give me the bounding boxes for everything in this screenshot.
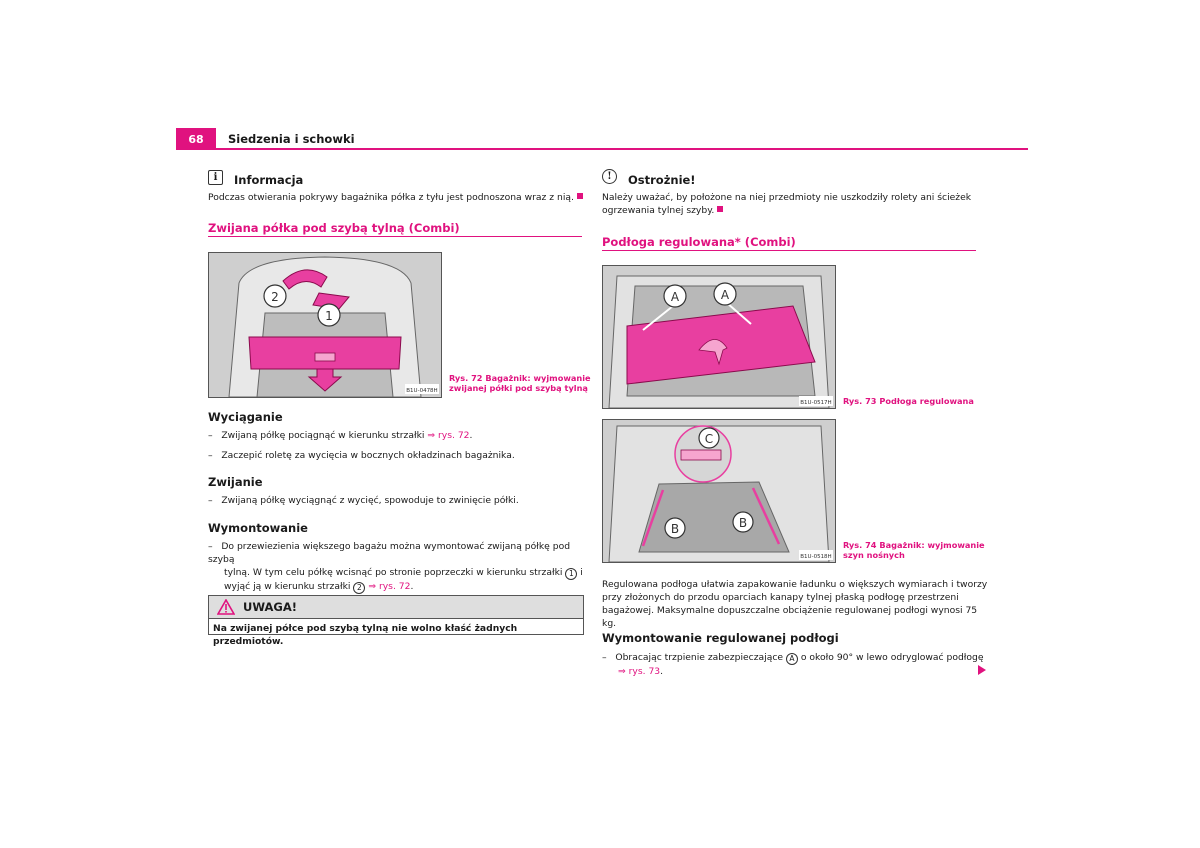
caution-icon: ! bbox=[602, 169, 617, 184]
figure-73-caption: Rys. 73 Podłoga regulowana bbox=[843, 396, 974, 406]
figure-link[interactable]: ⇒ rys. 72 bbox=[427, 430, 470, 441]
list-item: – Zwijaną półkę wyciągnąć z wycięć, spowoduje to zwinięcie półki. bbox=[208, 495, 519, 506]
callout-a: A bbox=[720, 288, 730, 302]
figure-link[interactable]: ⇒ rys. 73 bbox=[618, 666, 661, 677]
figure-link[interactable]: ⇒ rys. 72 bbox=[368, 581, 411, 592]
callout-ref-1: 1 bbox=[565, 568, 577, 580]
subhead-wymontowanie: Wymontowanie bbox=[208, 521, 308, 535]
caution-text: Należy uważać, by położone na niej przedmioty nie uszkodziły rolety ani ścieżek ogrzewania tylnej szyby. bbox=[602, 192, 972, 216]
callout-a: A bbox=[670, 290, 680, 304]
adjustable-floor-illustration bbox=[603, 266, 835, 408]
figure-73 bbox=[602, 265, 836, 409]
header-rule bbox=[176, 148, 1028, 150]
subhead-wymontowanie-podlogi: Wymontowanie regulowanej podłogi bbox=[602, 631, 839, 645]
callout-2: 2 bbox=[271, 290, 279, 304]
subhead-wyciaganie: Wyciąganie bbox=[208, 410, 283, 424]
figure-74 bbox=[602, 419, 836, 563]
section-rule bbox=[208, 236, 582, 237]
info-text: Podczas otwierania pokrywy bagażnika półka z tyłu jest podnoszona wraz z nią. bbox=[208, 191, 588, 204]
figure-code: B1U-0517H bbox=[800, 400, 832, 406]
figure-code: B1U-0478H bbox=[406, 388, 438, 394]
info-icon: i bbox=[208, 170, 223, 185]
floor-rails-illustration bbox=[603, 420, 835, 562]
subhead-zwijanie: Zwijanie bbox=[208, 475, 263, 489]
callout-b: B bbox=[738, 516, 748, 530]
list-item: – Do przewiezienia większego bagażu można wymontować zwijaną półkę pod szybą tylną. W tym celu półkę wcisnąć po stronie poprzeczki w kierunku strzałki 1 i wyjąć ją w kierunku strzałki 2 ⇒ rys. 72. bbox=[208, 541, 583, 592]
callout-1: 1 bbox=[325, 309, 333, 323]
warning-triangle-icon bbox=[217, 599, 235, 615]
callout-b: B bbox=[670, 522, 680, 536]
section-title-parcel-shelf: Zwijana półka pod szybą tylną (Combi) bbox=[208, 221, 460, 235]
warning-text: Na zwijanej półce pod szybą tylną nie wolno kłaść żadnych przedmiotów. bbox=[213, 623, 518, 647]
continue-arrow-icon bbox=[978, 665, 986, 675]
end-mark-icon bbox=[577, 193, 583, 199]
section-title-adjustable-floor: Podłoga regulowana* (Combi) bbox=[602, 235, 796, 249]
figure-72 bbox=[208, 252, 442, 398]
info-title: Informacja bbox=[234, 173, 304, 187]
warning-box bbox=[208, 595, 584, 647]
warning-header bbox=[209, 596, 583, 619]
body-paragraph: Regulowana podłoga ułatwia zapakowanie ładunku o większych wymiarach i tworzy przy złożonych do przodu oparciach kanapy tylnej płaską podłogę przestrzeni bagażowej. Maksymalne dopuszczalne obciążenie regulowanej podłogi wynosi 75 kg. bbox=[602, 579, 988, 629]
callout-c: C bbox=[704, 432, 714, 446]
figure-code: B1U-0518H bbox=[800, 554, 832, 560]
list-item: – Zwijaną półkę pociągnąć w kierunku strzałki ⇒ rys. 72. bbox=[208, 430, 473, 441]
callout-ref-2: 2 bbox=[353, 582, 365, 594]
figure-72-caption: Rys. 72 Bagażnik: wyjmowanie zwijanej półki pod szybą tylną bbox=[449, 373, 591, 393]
section-rule bbox=[602, 250, 976, 251]
page-number: 68 bbox=[176, 128, 216, 149]
callout-ref-a: A bbox=[786, 653, 798, 665]
list-item: – Zaczepić roletę za wycięcia w bocznych okładzinach bagażnika. bbox=[208, 450, 515, 461]
trunk-shelf-illustration bbox=[209, 253, 441, 397]
chapter-title: Siedzenia i schowki bbox=[228, 132, 355, 146]
caution-title: Ostrożnie! bbox=[628, 173, 696, 187]
warning-title: UWAGA! bbox=[243, 600, 297, 614]
figure-74-caption: Rys. 74 Bagażnik: wyjmowanie szyn nośnych bbox=[843, 540, 985, 560]
end-mark-icon bbox=[717, 206, 723, 212]
list-item: – Obracając trzpienie zabezpieczające A o około 90° w lewo odryglować podłogę ⇒ rys. 73. bbox=[602, 652, 984, 677]
